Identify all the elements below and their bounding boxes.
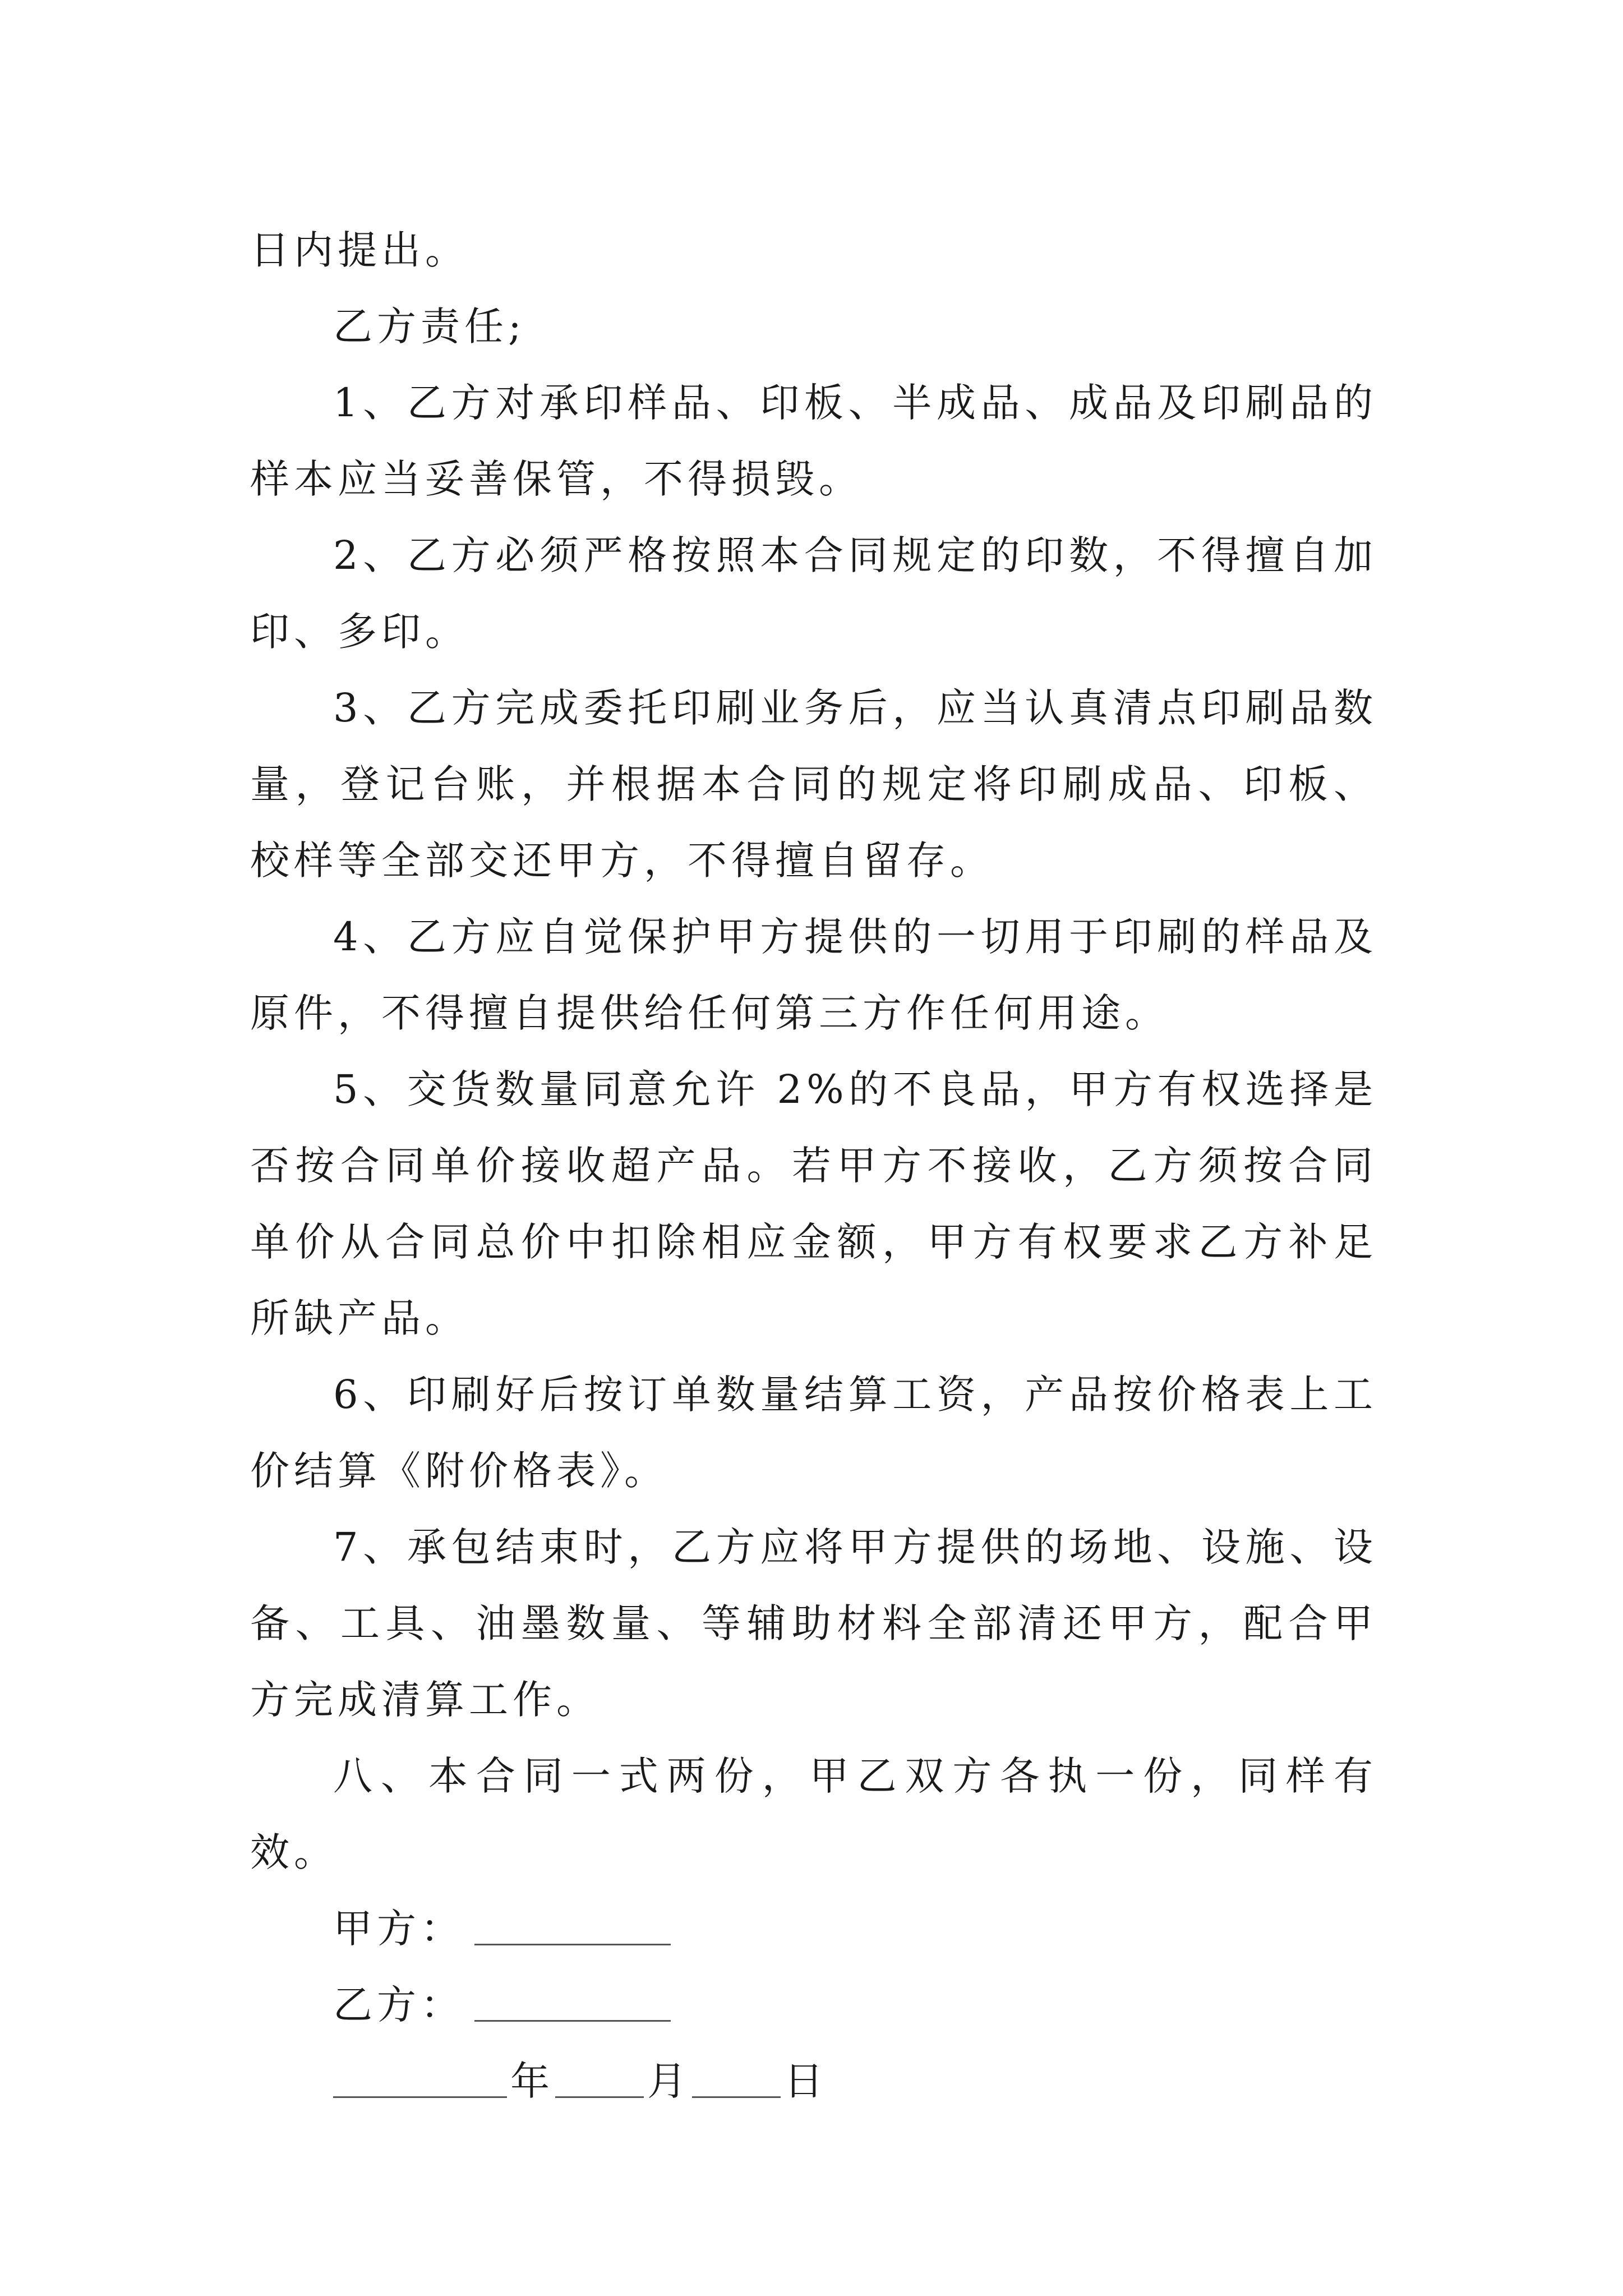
month-label: 月	[647, 2058, 691, 2104]
date-line	[250, 2043, 1377, 2119]
party-a-label: 甲方：	[333, 1906, 464, 1952]
clause-6: 6、印刷好后按订单数量结算工资，产品按价格表上工价结算《附价格表》。	[250, 1372, 1377, 1494]
party-b-signature-line	[250, 1967, 1377, 2043]
clause-2: 2、乙方必须严格按照本合同规定的印数，不得擅自加印、多印。	[250, 532, 1377, 655]
year-label: 年	[510, 2058, 554, 2104]
clause-3: 3、乙方完成委托印刷业务后，应当认真清点印刷品数量，登记台账，并根据本合同的规定将印刷成品、印板、校样等全部交还甲方，不得擅自留存。	[250, 685, 1377, 884]
year-blank	[333, 2057, 507, 2098]
party-a-blank	[474, 1904, 671, 1945]
party-a-signature-line	[250, 1890, 1377, 1967]
month-blank	[555, 2057, 644, 2098]
clause-copies: 八、本合同一式两份，甲乙双方各执一份，同样有效。	[250, 1753, 1377, 1875]
section-heading-party-b-duties: 乙方责任;	[333, 303, 526, 349]
day-label: 日	[784, 2058, 828, 2104]
clause-5: 5、交货数量同意允许 2%的不良品，甲方有权选择是否按合同单价接收超产品。若甲方不接收，乙方须按合同单价从合同总价中扣除相应金额，甲方有权要求乙方补足所缺产品。	[250, 1066, 1377, 1341]
day-blank	[692, 2057, 781, 2098]
clause-1: 1、乙方对承印样品、印板、半成品、成品及印刷品的样本应当妥善保管，不得损毁。	[250, 380, 1377, 502]
party-b-label: 乙方：	[333, 1982, 464, 2028]
contract-body	[250, 212, 1377, 2119]
clause-7: 7、承包结束时，乙方应将甲方提供的场地、设施、设备、工具、油墨数量、等辅助材料全部清还甲方，配合甲方完成清算工作。	[250, 1524, 1377, 1723]
paragraph-continuation: 日内提出。	[250, 227, 469, 273]
party-b-blank	[474, 1981, 671, 2022]
clause-4: 4、乙方应自觉保护甲方提供的一切用于印刷的样品及原件，不得擅自提供给任何第三方作任何用途。	[250, 914, 1377, 1036]
